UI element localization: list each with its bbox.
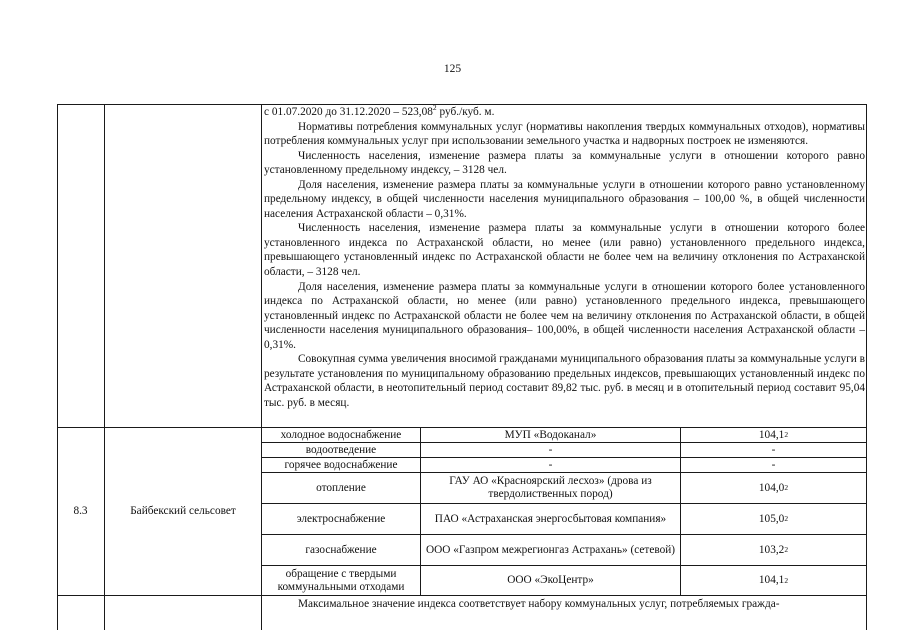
index-value: 104,1 2 (758, 574, 789, 586)
text-block (264, 105, 865, 410)
provider-name: ПАО «Астраханская энергосбытовая компания» (434, 512, 667, 525)
index-value: 105,0 2 (758, 512, 789, 525)
index-number: 104,0 (758, 481, 785, 494)
paragraph: Нормативы потребления коммунальных услуг (нормативы накопления твердых коммунальных отходов), нормативы потребления коммунальных услуг при использовании земельного участка и надворных построек не изменяются. (264, 120, 865, 148)
paragraph: Доля населения, изменение размера платы за коммунальные услуги в отношении которого равно установленному предельному индексу, в общей численности населения муниципального образования – 100,00 %, в общей численности населения Астраханской области – 0,31%. (264, 178, 865, 220)
provider-name: - (548, 443, 553, 456)
paragraph: Численность населения, изменение размера платы за коммунальные услуги в отношении которого равно установленному предельному индексу, – 3128 чел. (264, 149, 865, 177)
paragraph-text: с 01.07.2020 до 31.12.2020 – 523,08 (264, 106, 433, 118)
index-number: 104,1 (758, 428, 785, 441)
index-number: 105,0 (758, 512, 785, 525)
service-name: газоснабжение (305, 543, 377, 556)
index-number: - (771, 458, 776, 471)
service-name: отопление (316, 481, 366, 494)
table-border-right (866, 104, 867, 630)
service-name: горячее водоснабжение (284, 458, 398, 471)
service-name: обращение с твердыми коммунальными отходами (277, 567, 405, 593)
index-value: 103,2 2 (758, 543, 789, 556)
provider-name: ГАУ АО «Красноярский лесхоз» (дрова из твердолиственных пород) (449, 475, 652, 500)
provider-name: - (548, 458, 553, 471)
service-name: электроснабжение (296, 512, 386, 525)
provider-name: ООО «ЭкоЦентр» (507, 574, 594, 586)
index-value (681, 443, 866, 457)
row-number: 8.3 (73, 504, 88, 517)
index-value: 104,1 2 (758, 428, 789, 441)
index-number: 104,1 (758, 574, 785, 586)
bottom-paragraph: Максимальное значение индекса соответствует набору коммунальных услуг, потребляемых гражда- (298, 598, 780, 610)
row-divider (57, 595, 867, 596)
superscript: 2 (432, 103, 437, 112)
index-number: 103,2 (758, 543, 785, 556)
service-name: водоотведение (305, 443, 377, 456)
paragraph-text: руб./куб. м. (436, 106, 495, 118)
index-value (681, 458, 866, 472)
page-number: 125 (443, 63, 462, 75)
paragraph (264, 105, 865, 120)
paragraph: Совокупная сумма увеличения вносимой гражданами муниципального образования платы за коммунальные услуги в результате установления по муниципальному образованию предельных индексов, превышающих установленный индекс по Астраханской области, в неотопительный период составит 89,82 тыс. руб. в месяц и в отопительный период составит 95,04 тыс. руб. в месяц. (264, 353, 865, 409)
provider-name: МУП «Водоканал» (504, 428, 597, 441)
index-value: 104,0 2 (758, 481, 789, 494)
service-name: холодное водоснабжение (280, 428, 402, 441)
paragraph: Численность населения, изменение размера платы за коммунальные услуги в отношении которого более установленного индекса по Астраханской области, но менее (или равно) установленного предельного индекса, превышающего установленный индекс по Астраханской области не более чем на величину отклонения по Астраханской области, – 3128 чел. (264, 222, 865, 279)
settlement-name: Байбекский сельсовет (130, 504, 236, 517)
provider-name: ООО «Газпром межрегионгаз Астрахань» (сетевой) (425, 543, 676, 556)
index-number: - (771, 443, 776, 456)
paragraph: Доля населения, изменение размера платы за коммунальные услуги в отношении которого более установленного индекса по Астраханской области, но менее (или равно) установленного предельного индекса, превышающего установленный индекс по Астраханской области не более чем на величину отклонения по Астраханской области, в общей численности населения муниципального образования– 100,00%, в общей численности населения Астраханской области – 0,31%. (264, 280, 865, 351)
